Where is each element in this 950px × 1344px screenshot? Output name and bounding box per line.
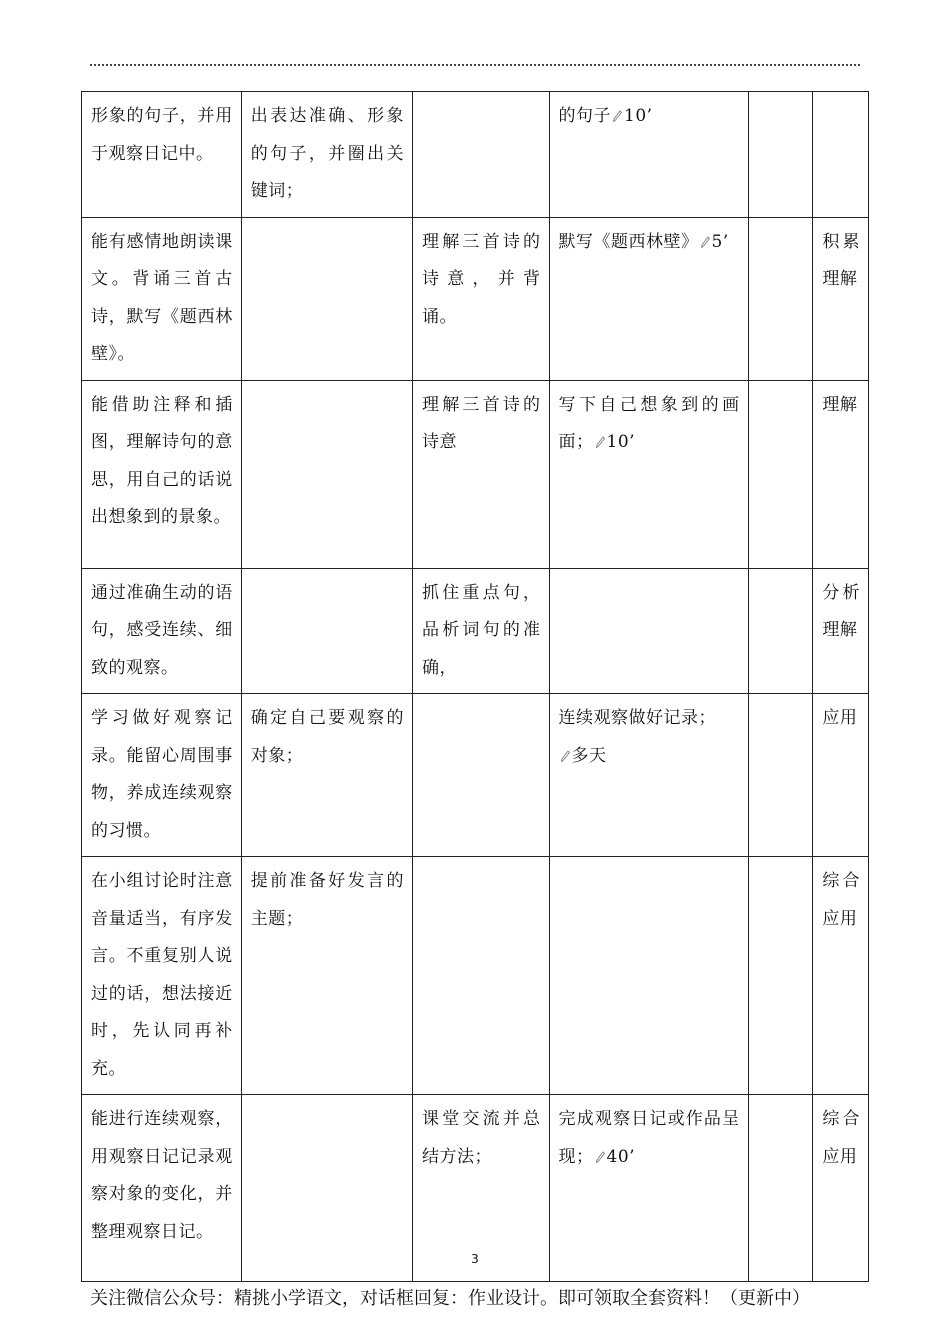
objective-cell: 在小组讨论时注意音量适当，有序发言。不重复别人说过的话，想法接近时，先认同再补充。 (82, 857, 242, 1095)
homework-cell (549, 92, 748, 218)
homework-time: 10’ (624, 106, 653, 126)
preparation-cell: 提前准备好发言的主题； (241, 857, 412, 1095)
preparation-cell: 出表达准确、形象的句子，并圈出关键词； (241, 92, 412, 218)
level-cell: 积累理解 (813, 217, 869, 380)
homework-design-table (81, 91, 869, 1282)
level-cell: 分析理解 (813, 568, 869, 694)
activity-cell (412, 92, 549, 218)
pencil-icon (561, 750, 570, 762)
level-cell (813, 92, 869, 218)
activity-cell (412, 694, 549, 857)
homework-text: 的句子 (558, 106, 612, 126)
blank-cell (748, 694, 813, 857)
objective-cell: 通过准确生动的语句，感受连续、细致的观察。 (82, 568, 242, 694)
homework-text: 默写《题西林壁》 (558, 231, 699, 252)
activity-cell: 理解三首诗的诗意 (412, 380, 549, 568)
table-row (82, 92, 869, 218)
homework-text: 写下自己想象到的画面； (558, 394, 740, 452)
objective-cell: 形象的句子，并用于观察日记中。 (82, 92, 242, 218)
preparation-cell: 确定自己要观察的对象； (241, 694, 412, 857)
footer-promo-text: 关注微信公众号：精挑小学语文，对话框回复：作业设计。即可领取全套资料！（更新中） (90, 1288, 810, 1309)
objective-cell: 能借助注释和插图，理解诗句的意思，用自己的话说出想象到的景象。 (82, 380, 242, 568)
homework-cell (549, 694, 748, 857)
blank-cell (748, 217, 813, 380)
homework-cell (549, 380, 748, 568)
homework-cell (549, 217, 748, 380)
homework-time: 40’ (606, 1146, 636, 1167)
table-row (82, 857, 869, 1095)
table-row (82, 380, 869, 568)
homework-time: 多天 (571, 745, 607, 766)
homework-text: 连续观察做好记录； (558, 708, 717, 728)
blank-cell (748, 92, 813, 218)
pencil-icon (596, 1151, 605, 1163)
activity-cell (412, 857, 549, 1095)
blank-cell (748, 380, 813, 568)
table-row (82, 568, 869, 694)
preparation-cell (241, 568, 412, 694)
preparation-cell (241, 217, 412, 380)
objective-cell: 能有感情地朗读课文。背诵三首古诗，默写《题西林壁》。 (82, 217, 242, 380)
table-row (82, 217, 869, 380)
level-cell: 应用 (813, 694, 869, 857)
pencil-icon (596, 436, 605, 448)
activity-cell: 抓住重点句，品析词句的准确， (412, 568, 549, 694)
level-cell: 综合应用 (813, 857, 869, 1095)
level-cell: 理解 (813, 380, 869, 568)
pencil-icon (701, 236, 710, 248)
objective-cell: 学习做好观察记录。能留心周围事物，养成连续观察的习惯。 (82, 694, 242, 857)
homework-time: 10’ (606, 432, 636, 452)
homework-cell (549, 857, 748, 1095)
homework-cell (549, 568, 748, 694)
homework-text: 完成观察日记或作品呈现； (558, 1109, 740, 1167)
header-dotted-rule (90, 64, 860, 66)
activity-cell: 理解三首诗的诗意，并背诵。 (412, 217, 549, 380)
objective-cell: 能进行连续观察，用观察日记记录观察对象的变化，并整理观察日记。 (82, 1095, 242, 1282)
table-row (82, 694, 869, 857)
homework-time: 5’ (711, 231, 729, 252)
preparation-cell (241, 380, 412, 568)
page-number: 3 (471, 1252, 479, 1266)
blank-cell (748, 857, 813, 1095)
activity-cell: 课堂交流并总结方法； (412, 1095, 549, 1282)
pencil-icon (613, 110, 622, 122)
blank-cell (748, 568, 813, 694)
level-cell: 综合应用 (813, 1095, 869, 1282)
